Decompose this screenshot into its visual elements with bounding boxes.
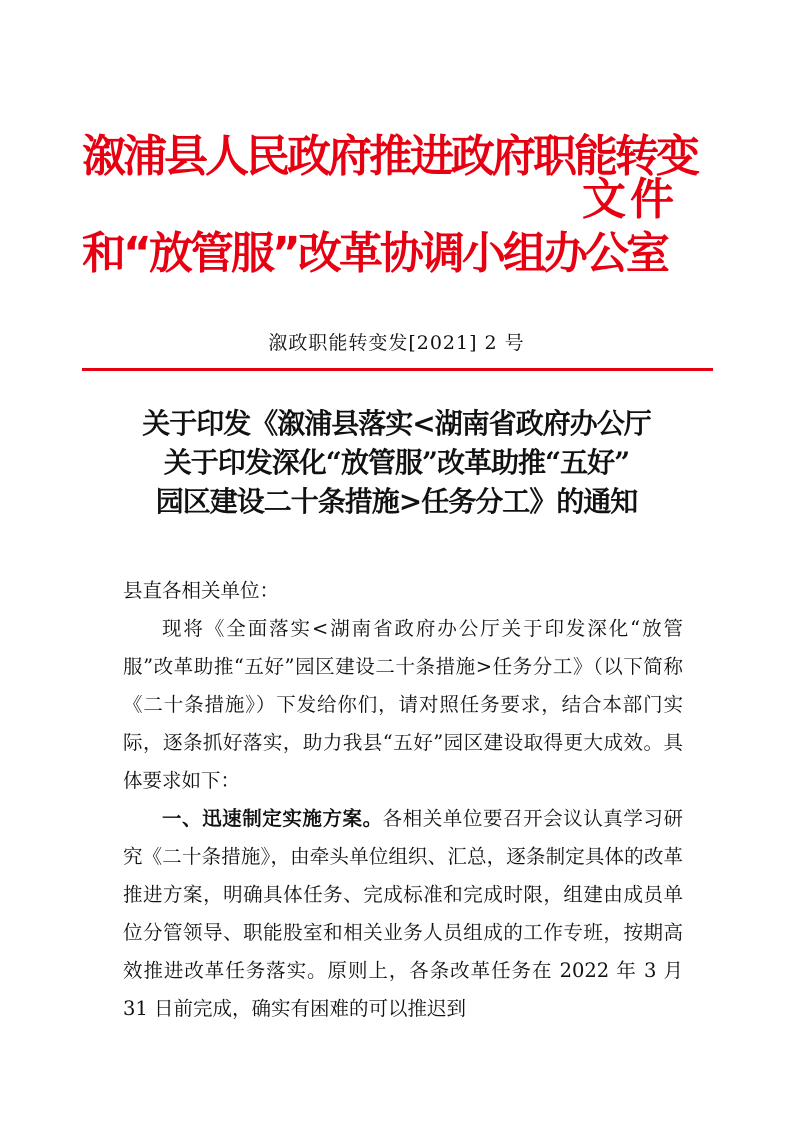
document-kind: 文件: [582, 174, 678, 225]
section-1-text: 各相关单位要召开会议认真学习研究《二十条措施》，由牵头单位组织、汇总，逐条制定具体的改革推进方案，明确具体任务、完成标准和完成时限，组建由成员单位分管领导、职能股室和相关业务人员组成的工作专班，按期高效推进改革任务落实。原则上，各条改革任务在 2022 年 3 月 31 日前完成，确实有困难的可以推迟到: [123, 807, 683, 1020]
document-title: [0, 404, 793, 521]
issuer-line-1: 溆浦县人民政府推进政府职能转变: [82, 131, 697, 182]
title-line-2: 关于印发深化“放管服”改革助推“五好”: [163, 446, 630, 479]
red-divider: [82, 368, 713, 371]
title-line-3: 园区建设二十条措施>任务分工》的通知: [155, 485, 638, 518]
section-1-heading: 一、迅速制定实施方案。: [162, 807, 383, 830]
paragraph-1: 现将《全面落实<湖南省政府办公厅关于印发深化“放管服”改革助推“五好”园区建设二十条措施>任务分工》（以下简称《二十条措施》）下发给你们，请对照任务要求，结合本部门实际，逐条抓好落实，助力我县“五好”园区建设取得更大成效。具体要求如下：: [123, 617, 683, 792]
section-1-paragraph: [123, 800, 683, 1028]
title-line-1: 关于印发《溆浦县落实<湖南省政府办公厅: [142, 407, 651, 440]
document-body: [123, 572, 683, 1028]
document-header: [0, 0, 793, 320]
issuer-line-2: 和“放管服”改革协调小组办公室: [82, 228, 667, 279]
document-number: 溆政职能转变发[2021] 2 号: [268, 332, 525, 354]
salutation: 县直各相关单位：: [123, 579, 280, 602]
